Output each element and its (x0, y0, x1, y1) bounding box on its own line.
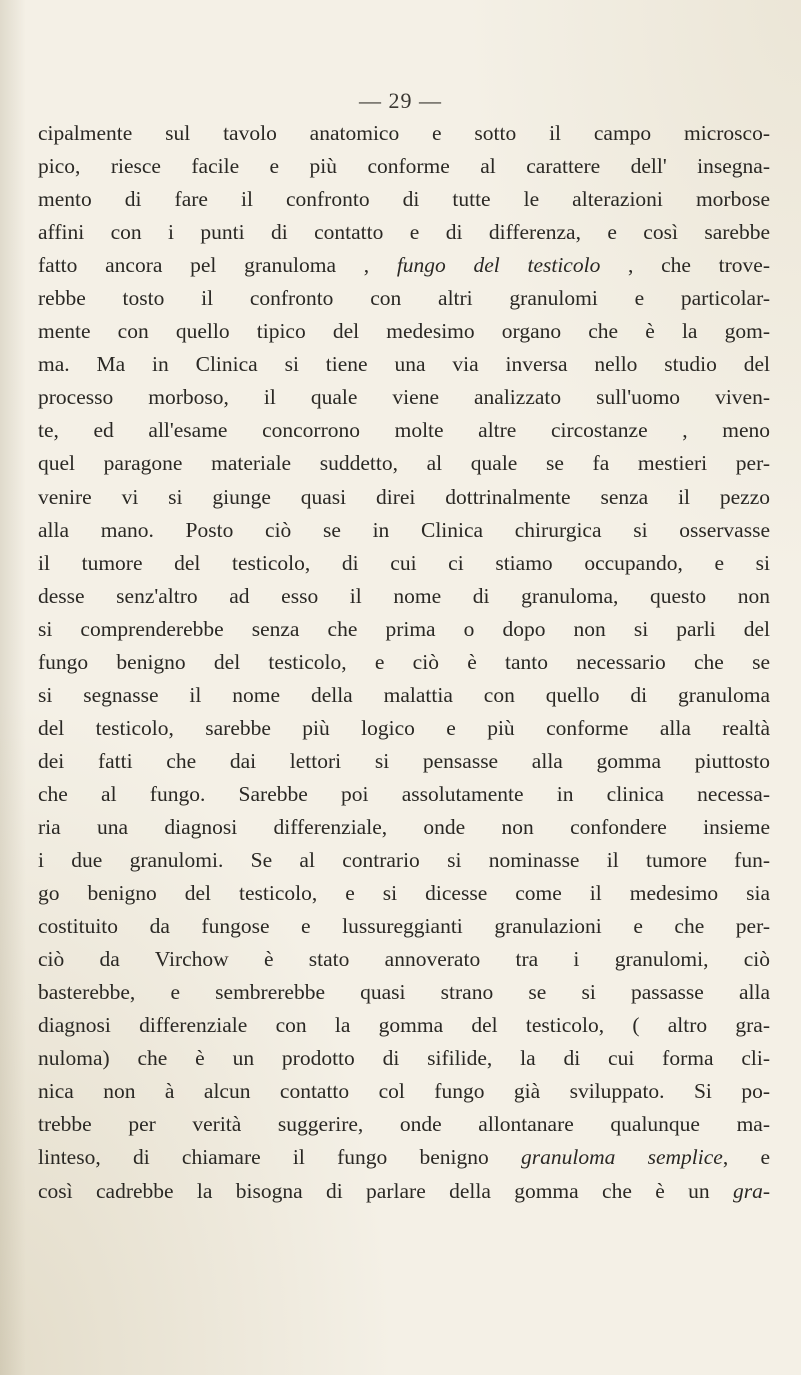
text-run: , che trove- (600, 253, 770, 278)
text-line: ciò da Virchow è stato annoverato tra i granulomi, ciò (38, 947, 770, 972)
text-run: fatto ancora pel granuloma , (38, 253, 397, 278)
text-line: diagnosi differenziale con la gomma del testicolo, ( altro gra- (38, 1013, 770, 1038)
text-line: nica non à alcun contatto col fungo già sviluppato. Si po- (38, 1079, 770, 1104)
text-line (38, 1175, 770, 1208)
text-line: mento di fare il confronto di tutte le alterazioni morbose (38, 187, 770, 212)
text-line: quel paragone materiale suddetto, al quale se fa mestieri per- (38, 451, 770, 476)
text-run: , e (722, 1145, 770, 1170)
italic-term: granuloma semplice (521, 1145, 723, 1170)
text-line: cipalmente sul tavolo anatomico e sotto il campo microsco- (38, 121, 770, 145)
text-line: te, ed all'esame concorrono molte altre circostanze , meno (38, 418, 770, 443)
italic-term: gra- (732, 1178, 770, 1203)
text-line: dei fatti che dai lettori si pensasse alla gomma piuttosto (38, 748, 770, 773)
text-line: go benigno del testicolo, e si dicesse come il medesimo sia (38, 881, 770, 906)
text-line: ria una diagnosi differenziale, onde non confondere insieme (38, 814, 770, 839)
text-line: venire vi si giunge quasi direi dottrinalmente senza il pezzo (38, 484, 770, 509)
text-line: il tumore del testicolo, di cui ci stiamo occupando, e si (38, 550, 770, 575)
page-edge-shadow (0, 0, 26, 1375)
text-line: nuloma) che è un prodotto di sifilide, la di cui forma cli- (38, 1046, 770, 1071)
text-line: i due granulomi. Se al contrario si nominasse il tumore fun- (38, 848, 770, 873)
text-line: si segnasse il nome della malattia con quello di granuloma (38, 682, 770, 707)
text-line: del testicolo, sarebbe più logico e più conforme alla realtà (38, 715, 770, 740)
text-line: costituito da fungose e lussureggianti granulazioni e che per- (38, 914, 770, 939)
text-line (38, 1141, 770, 1174)
italic-term: fungo del testicolo (396, 253, 601, 278)
text-line: alla mano. Posto ciò se in Clinica chirurgica si osservasse (38, 517, 770, 542)
text-line: basterebbe, e sembrerebbe quasi strano se si passasse alla (38, 980, 770, 1005)
text-line: affini con i punti di contatto e di differenza, e così sarebbe (38, 220, 770, 245)
text-line: processo morboso, il quale viene analizzato sull'uomo viven- (38, 385, 770, 410)
text-line: trebbe per verità suggerire, onde allontanare qualunque ma- (38, 1112, 770, 1137)
text-line: mente con quello tipico del medesimo organo che è la gom- (38, 319, 770, 344)
text-run: così cadrebbe la bisogna di parlare della gomma che è un (38, 1178, 733, 1203)
text-run: linteso, di chiamare il fungo benigno (38, 1145, 522, 1170)
body-text (38, 117, 770, 1208)
text-line (38, 249, 770, 282)
text-line: che al fungo. Sarebbe poi assolutamente in clinica necessa- (38, 781, 770, 806)
text-line: desse senz'altro ad esso il nome di granuloma, questo non (38, 583, 770, 608)
text-line: ma. Ma in Clinica si tiene una via inversa nello studio del (38, 352, 770, 377)
text-line: rebbe tosto il confronto con altri granulomi e particolar- (38, 286, 770, 311)
text-line: fungo benigno del testicolo, e ciò è tanto necessario che se (38, 649, 770, 674)
page-number: — 29 — (359, 88, 442, 113)
text-line: si comprenderebbe senza che prima o dopo non si parli del (38, 616, 770, 641)
text-line: pico, riesce facile e più conforme al carattere dell' insegna- (38, 154, 770, 179)
